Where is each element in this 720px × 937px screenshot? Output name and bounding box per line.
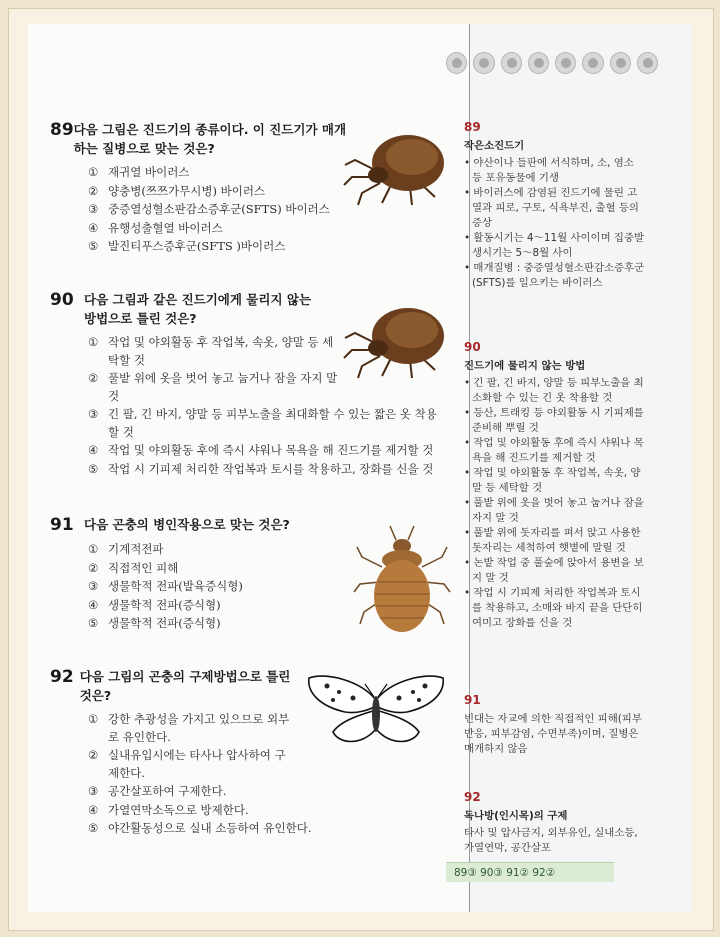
spoon-icon	[637, 52, 658, 74]
option-text: 생물학적 전파(증식형)	[108, 616, 221, 630]
option	[88, 820, 358, 838]
answer-number: 92	[464, 790, 481, 804]
option-number: ③	[88, 784, 99, 798]
option	[88, 615, 350, 633]
pot-icon	[555, 52, 576, 74]
answer-title: 진드기에 물리지 않는 방법	[464, 360, 586, 372]
option-number: ④	[88, 443, 99, 457]
question-number: 91	[50, 515, 74, 535]
answer-number: 90	[464, 340, 481, 354]
option	[88, 802, 295, 820]
answer-item: • 작업 시 기피제 처리한 작업복과 토시를 착용하고, 소매와 바지 끝을 단단히 여미고 장화를 신을 것	[464, 587, 643, 629]
option	[88, 220, 350, 238]
dish-icon	[446, 52, 467, 74]
option	[88, 334, 338, 369]
option	[88, 560, 350, 578]
option	[88, 201, 350, 219]
option	[88, 541, 350, 559]
option-number: ⑤	[88, 821, 99, 835]
cup-icon	[528, 52, 549, 74]
option-text: 유행성출혈열 바이러스	[108, 220, 223, 235]
option-text: 강한 추광성을 가지고 있으므로 외부로 유인한다.	[108, 712, 290, 744]
header-icons	[446, 52, 658, 74]
option-number: ③	[88, 202, 99, 216]
moth-illustration	[305, 670, 447, 752]
option	[88, 238, 350, 256]
option	[88, 164, 350, 182]
question-text: 다음 곤충의 병인작용으로 맞는 것은?	[84, 517, 290, 532]
answer-item: • 등산, 트래킹 등 야외활동 시 기피제를 준비해 뿌릴 것	[464, 407, 644, 434]
option-number: ⑤	[88, 239, 99, 253]
bowl-icon	[473, 52, 494, 74]
option-text: 생물학적 전파(발육증식형)	[108, 579, 243, 593]
option	[88, 183, 350, 201]
option-number: ④	[88, 802, 99, 817]
answer-item: • 논밭 작업 중 풀숲에 앉아서 용변을 보지 말 것	[464, 557, 644, 584]
option-text: 실내유입시에는 타사나 압사하여 구제한다.	[108, 748, 286, 780]
option	[88, 370, 338, 405]
option-number: ④	[88, 220, 99, 235]
option-text: 공간살포하여 구제한다.	[108, 784, 227, 798]
option-number: ⑤	[88, 461, 99, 476]
answer-item: • 긴 팔, 긴 바지, 양말 등 피부노출을 최소화할 수 있는 긴 옷 착용할 것	[464, 377, 644, 404]
tray-icon	[610, 52, 631, 74]
question-number: 89	[50, 120, 74, 140]
option-number: ②	[88, 748, 99, 762]
question-text: 다음 그림은 진드기의 종류이다. 이 진드기가 매개하는 질병으로 맞는 것은?	[73, 122, 347, 156]
question-text: 다음 그림의 곤충의 구제방법으로 틀린 것은?	[79, 669, 291, 703]
option-text: 재귀열 바이러스	[108, 165, 190, 179]
option	[88, 442, 442, 460]
option	[88, 747, 295, 782]
answer-number: 89	[464, 120, 481, 134]
option-number: ③	[88, 579, 99, 593]
option-text: 야간활동성으로 실내 소등하여 유인한다.	[108, 821, 312, 835]
option	[88, 711, 295, 746]
option-number: ①	[88, 335, 99, 349]
answer-90	[464, 340, 646, 631]
option-number: ①	[88, 165, 99, 179]
question-89	[50, 120, 350, 257]
option-number: ④	[88, 597, 99, 612]
option-text: 작업 및 야외활동 후에 즉시 샤워나 목욕을 해 진드기를 제거할 것	[108, 443, 434, 457]
question-92	[50, 667, 312, 839]
answer-item: • 풀밭 위에 돗자리를 펴서 앉고 사용한 돗자리는 세척하여 햇볕에 말릴 것	[464, 527, 641, 554]
question-number: 90	[50, 290, 74, 310]
answer-item: • 작업 및 야외활동 후에 즉시 샤워나 목욕을 해 진드기를 제거할 것	[464, 437, 644, 464]
option-text: 긴 팔, 긴 바지, 양말 등 피부노출을 최대화할 수 있는 짧은 옷 착용할 것	[108, 407, 437, 439]
answer-item: • 풀밭 위에 옷을 벗어 놓고 눕거나 잠을 자지 말 것	[464, 497, 644, 524]
answer-item: • 바이러스에 감염된 진드기에 물린 고열과 피로, 구토, 식욕부진, 출혈 등의 증상	[464, 187, 639, 229]
answer-number: 91	[464, 693, 481, 707]
answer-item: • 작업 및 야외활동 후 작업복, 속옷, 양말 등 세탁할 것	[464, 467, 641, 494]
option-text: 양충병(쯔쯔가무시병) 바이러스	[108, 183, 266, 198]
tick-illustration	[340, 298, 450, 383]
question-text: 다음 그림과 같은 진드기에게 물리지 않는 방법으로 틀린 것은?	[84, 292, 312, 326]
answer-title: 독나방(인시목)의 구제	[464, 810, 568, 822]
answer-key-bar: 89③ 90③ 91② 92②	[446, 862, 614, 882]
option-number: ③	[88, 407, 99, 421]
option-number: ②	[88, 371, 99, 385]
answer-item: 빈대는 자교에 의한 직접적인 피해(피부반응, 피부감염, 수면부족)이며, 질병은 매개하지 않음	[464, 713, 642, 755]
option-text: 직접적인 피해	[108, 560, 179, 575]
option-text: 작업 시 기피제 처리한 작업복과 토시를 착용하고, 장화를 신을 것	[108, 461, 434, 476]
option-text: 작업 및 야외활동 후 작업복, 속옷, 양말 등 세탁할 것	[108, 335, 334, 367]
option-number: ①	[88, 542, 99, 556]
answer-item: • 활동시기는 4～11월 사이이며 집중발생시기는 5～8월 사이	[464, 232, 645, 259]
option-text: 중증열성혈소판감소증후군(SFTS) 바이러스	[108, 202, 330, 216]
answer-91	[464, 693, 646, 757]
tick-illustration	[340, 125, 450, 210]
option-text: 발진티푸스증후군(SFTS )바이러스	[108, 239, 286, 253]
option	[88, 578, 350, 596]
option	[88, 406, 442, 441]
answer-89	[464, 120, 646, 291]
plate-icon	[501, 52, 522, 74]
answer-title: 작은소진드기	[464, 140, 525, 152]
option	[88, 597, 350, 615]
option	[88, 461, 442, 479]
answer-item: • 야산이나 들판에 서식하며, 소, 염소 등 포유동물에 기생	[464, 157, 634, 184]
saucer-icon	[582, 52, 603, 74]
option-number: ①	[88, 712, 99, 726]
bedbug-illustration	[352, 522, 452, 640]
option-number: ②	[88, 560, 99, 575]
option	[88, 783, 295, 801]
option-text: 풀밭 위에 옷을 벗어 놓고 눕거나 잠을 자지 말 것	[108, 371, 338, 403]
answer-item: • 매개질병 : 중증열성혈소판감소증후군(SFTS)를 일으키는 바이러스	[464, 262, 645, 289]
option-number: ②	[88, 183, 99, 198]
option-text: 생물학적 전파(증식형)	[108, 597, 221, 612]
answer-92	[464, 790, 646, 856]
option-text: 기계적전파	[108, 542, 164, 556]
option-number: ⑤	[88, 616, 99, 630]
question-91	[50, 515, 350, 634]
question-number: 92	[50, 667, 74, 687]
answer-item: 타사 및 압사금지, 외부유인, 실내소등, 가열연막, 공간살포	[464, 827, 638, 854]
option-text: 가열연막소독으로 방제한다.	[108, 802, 249, 817]
